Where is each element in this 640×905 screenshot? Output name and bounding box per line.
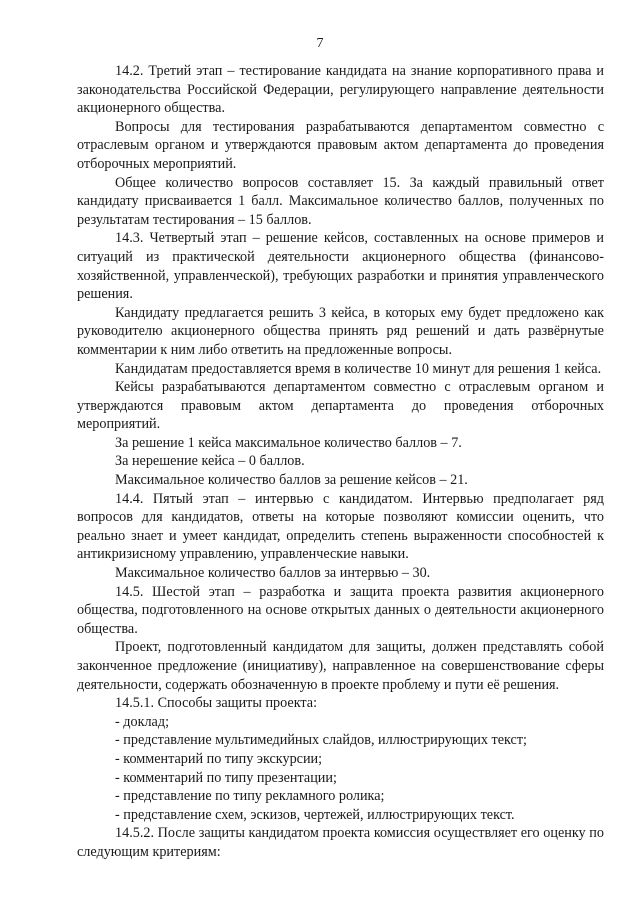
page-number: 7 (316, 36, 324, 51)
paragraph-third-stage: 14.2. Третий этап – тестирование кандидата на знание корпоративного права и законодательства Российской Федерации, регулирующего направление деятельности акционерного общества. (77, 63, 604, 117)
document-body (77, 62, 604, 862)
paragraph-project-requirements: Проект, подготовленный кандидатом для защиты, должен представлять собой законченное предложение (инициативу), направленное на совершенствование сферы деятельности, содержать обозначенную в проекте проблему и пути её решения. (77, 639, 604, 693)
paragraph-interview-max: Максимальное количество баллов за интервью – 30. (115, 565, 431, 582)
paragraph-case-zero-score: За нерешение кейса – 0 баллов. (115, 453, 305, 470)
paragraph-cases-offer: Кандидату предлагается решить 3 кейса, в которых ему будет предложено как руководителю акционерного общества принять ряд решений и дать развёрнутые комментарии к ним либо ответить на предложенные вопросы. (77, 304, 604, 358)
paragraph-case-development: Кейсы разрабатываются департаментом совместно с отраслевым органом и утверждаются правовым актом департамента до проведения отборочных мероприятий. (77, 379, 604, 433)
paragraph-sixth-stage: 14.5. Шестой этап – разработка и защита проекта развития акционерного общества, подготовленного на основе открытых данных о деятельности акционерного общества. (77, 583, 604, 637)
paragraph-case-max-score: За решение 1 кейса максимальное количество баллов – 7. (115, 434, 462, 451)
list-item: - представление схем, эскизов, чертежей, иллюстрирующих текст. (115, 806, 515, 823)
paragraph-cases-total: Максимальное количество баллов за решение кейсов – 21. (115, 472, 468, 489)
list-item: - представление по типу рекламного ролика; (115, 788, 385, 805)
list-item: - комментарий по типу презентации; (115, 769, 337, 786)
paragraph-question-count: Общее количество вопросов составляет 15. За каждый правильный ответ кандидату присваивается 1 балл. Максимальное количество баллов, полученных по результатам тестирования – 15 баллов. (77, 174, 604, 228)
paragraph-fourth-stage: 14.3. Четвертый этап – решение кейсов, составленных на основе примеров и ситуаций из практической деятельности акционерного общества (финансово-хозяйственной, управленческой), требующих разработки и принятия управленческого решения. (77, 230, 604, 303)
paragraph-evaluation-criteria: 14.5.2. После защиты кандидатом проекта комиссия осуществляет его оценку по следующим критериям: (77, 825, 604, 860)
paragraph-case-time: Кандидатам предоставляется время в количестве 10 минут для решения 1 кейса. (115, 360, 602, 377)
paragraph-test-questions: Вопросы для тестирования разрабатываются департаментом совместно с отраслевым органом и утверждаются правовым актом департамента до проведения отборочных мероприятий. (77, 118, 604, 172)
paragraph-fifth-stage: 14.4. Пятый этап – интервью с кандидатом. Интервью предполагает ряд вопросов для кандидатов, ответы на которые позволяют комиссии оценить, что реально знает и умеет кандидат, определить степень выраженности способностей к антикризисному управлению, управленческие навыки. (77, 490, 604, 563)
list-item: - доклад; (115, 713, 170, 730)
paragraph-defense-methods: 14.5.1. Способы защиты проекта: (115, 695, 318, 712)
list-item: - представление мультимедийных слайдов, иллюстрирующих текст; (115, 732, 527, 749)
list-item: - комментарий по типу экскурсии; (115, 750, 323, 767)
